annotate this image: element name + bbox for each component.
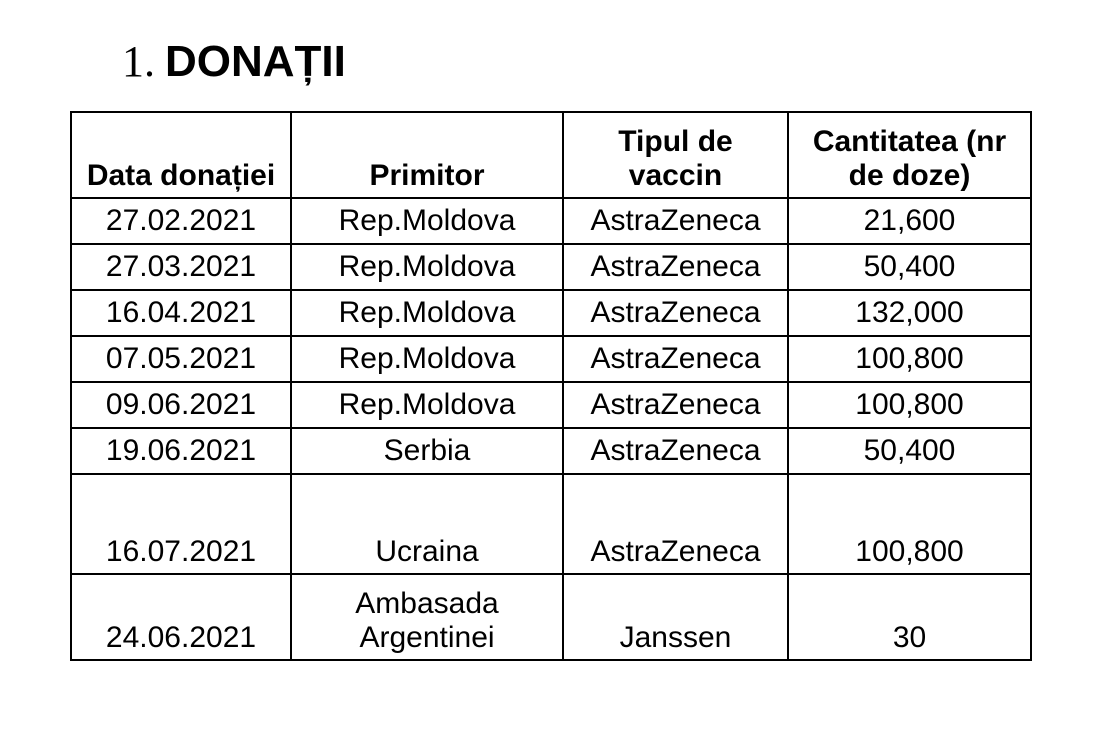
section-heading <box>122 36 346 92</box>
header-vaccine-type: Tipul de vaccin <box>563 112 788 198</box>
cell-date: 19.06.2021 <box>71 428 291 474</box>
cell-vaccine: AstraZeneca <box>563 474 788 574</box>
cell-quantity: 30 <box>788 574 1031 660</box>
table-row <box>71 474 1031 574</box>
cell-recipient: Rep.Moldova <box>291 198 563 244</box>
cell-recipient: Rep.Moldova <box>291 336 563 382</box>
cell-vaccine: AstraZeneca <box>563 336 788 382</box>
section-number: 1. <box>122 37 155 86</box>
table-header-row <box>71 112 1031 198</box>
cell-date: 07.05.2021 <box>71 336 291 382</box>
cell-recipient: Ambasada Argentinei <box>291 574 563 660</box>
cell-quantity: 100,800 <box>788 336 1031 382</box>
cell-recipient: Rep.Moldova <box>291 382 563 428</box>
donations-table <box>70 111 1032 661</box>
cell-recipient: Serbia <box>291 428 563 474</box>
table-row <box>71 382 1031 428</box>
table-row <box>71 290 1031 336</box>
cell-vaccine: AstraZeneca <box>563 428 788 474</box>
table-row <box>71 574 1031 660</box>
cell-recipient: Rep.Moldova <box>291 290 563 336</box>
table-row <box>71 198 1031 244</box>
header-recipient: Primitor <box>291 112 563 198</box>
cell-recipient: Ucraina <box>291 474 563 574</box>
cell-quantity: 100,800 <box>788 474 1031 574</box>
table-row <box>71 244 1031 290</box>
cell-quantity: 50,400 <box>788 244 1031 290</box>
section-title: DONAȚII <box>165 37 346 86</box>
cell-recipient: Rep.Moldova <box>291 244 563 290</box>
table-row <box>71 428 1031 474</box>
cell-vaccine: Janssen <box>563 574 788 660</box>
cell-quantity: 132,000 <box>788 290 1031 336</box>
cell-date: 27.02.2021 <box>71 198 291 244</box>
cell-quantity: 100,800 <box>788 382 1031 428</box>
cell-vaccine: AstraZeneca <box>563 244 788 290</box>
cell-vaccine: AstraZeneca <box>563 198 788 244</box>
cell-vaccine: AstraZeneca <box>563 290 788 336</box>
table-row <box>71 336 1031 382</box>
cell-quantity: 21,600 <box>788 198 1031 244</box>
cell-quantity: 50,400 <box>788 428 1031 474</box>
cell-date: 24.06.2021 <box>71 574 291 660</box>
cell-date: 09.06.2021 <box>71 382 291 428</box>
header-date: Data donației <box>71 112 291 198</box>
cell-date: 16.04.2021 <box>71 290 291 336</box>
header-quantity: Cantitatea (nr de doze) <box>788 112 1031 198</box>
cell-date: 27.03.2021 <box>71 244 291 290</box>
cell-date: 16.07.2021 <box>71 474 291 574</box>
cell-vaccine: AstraZeneca <box>563 382 788 428</box>
